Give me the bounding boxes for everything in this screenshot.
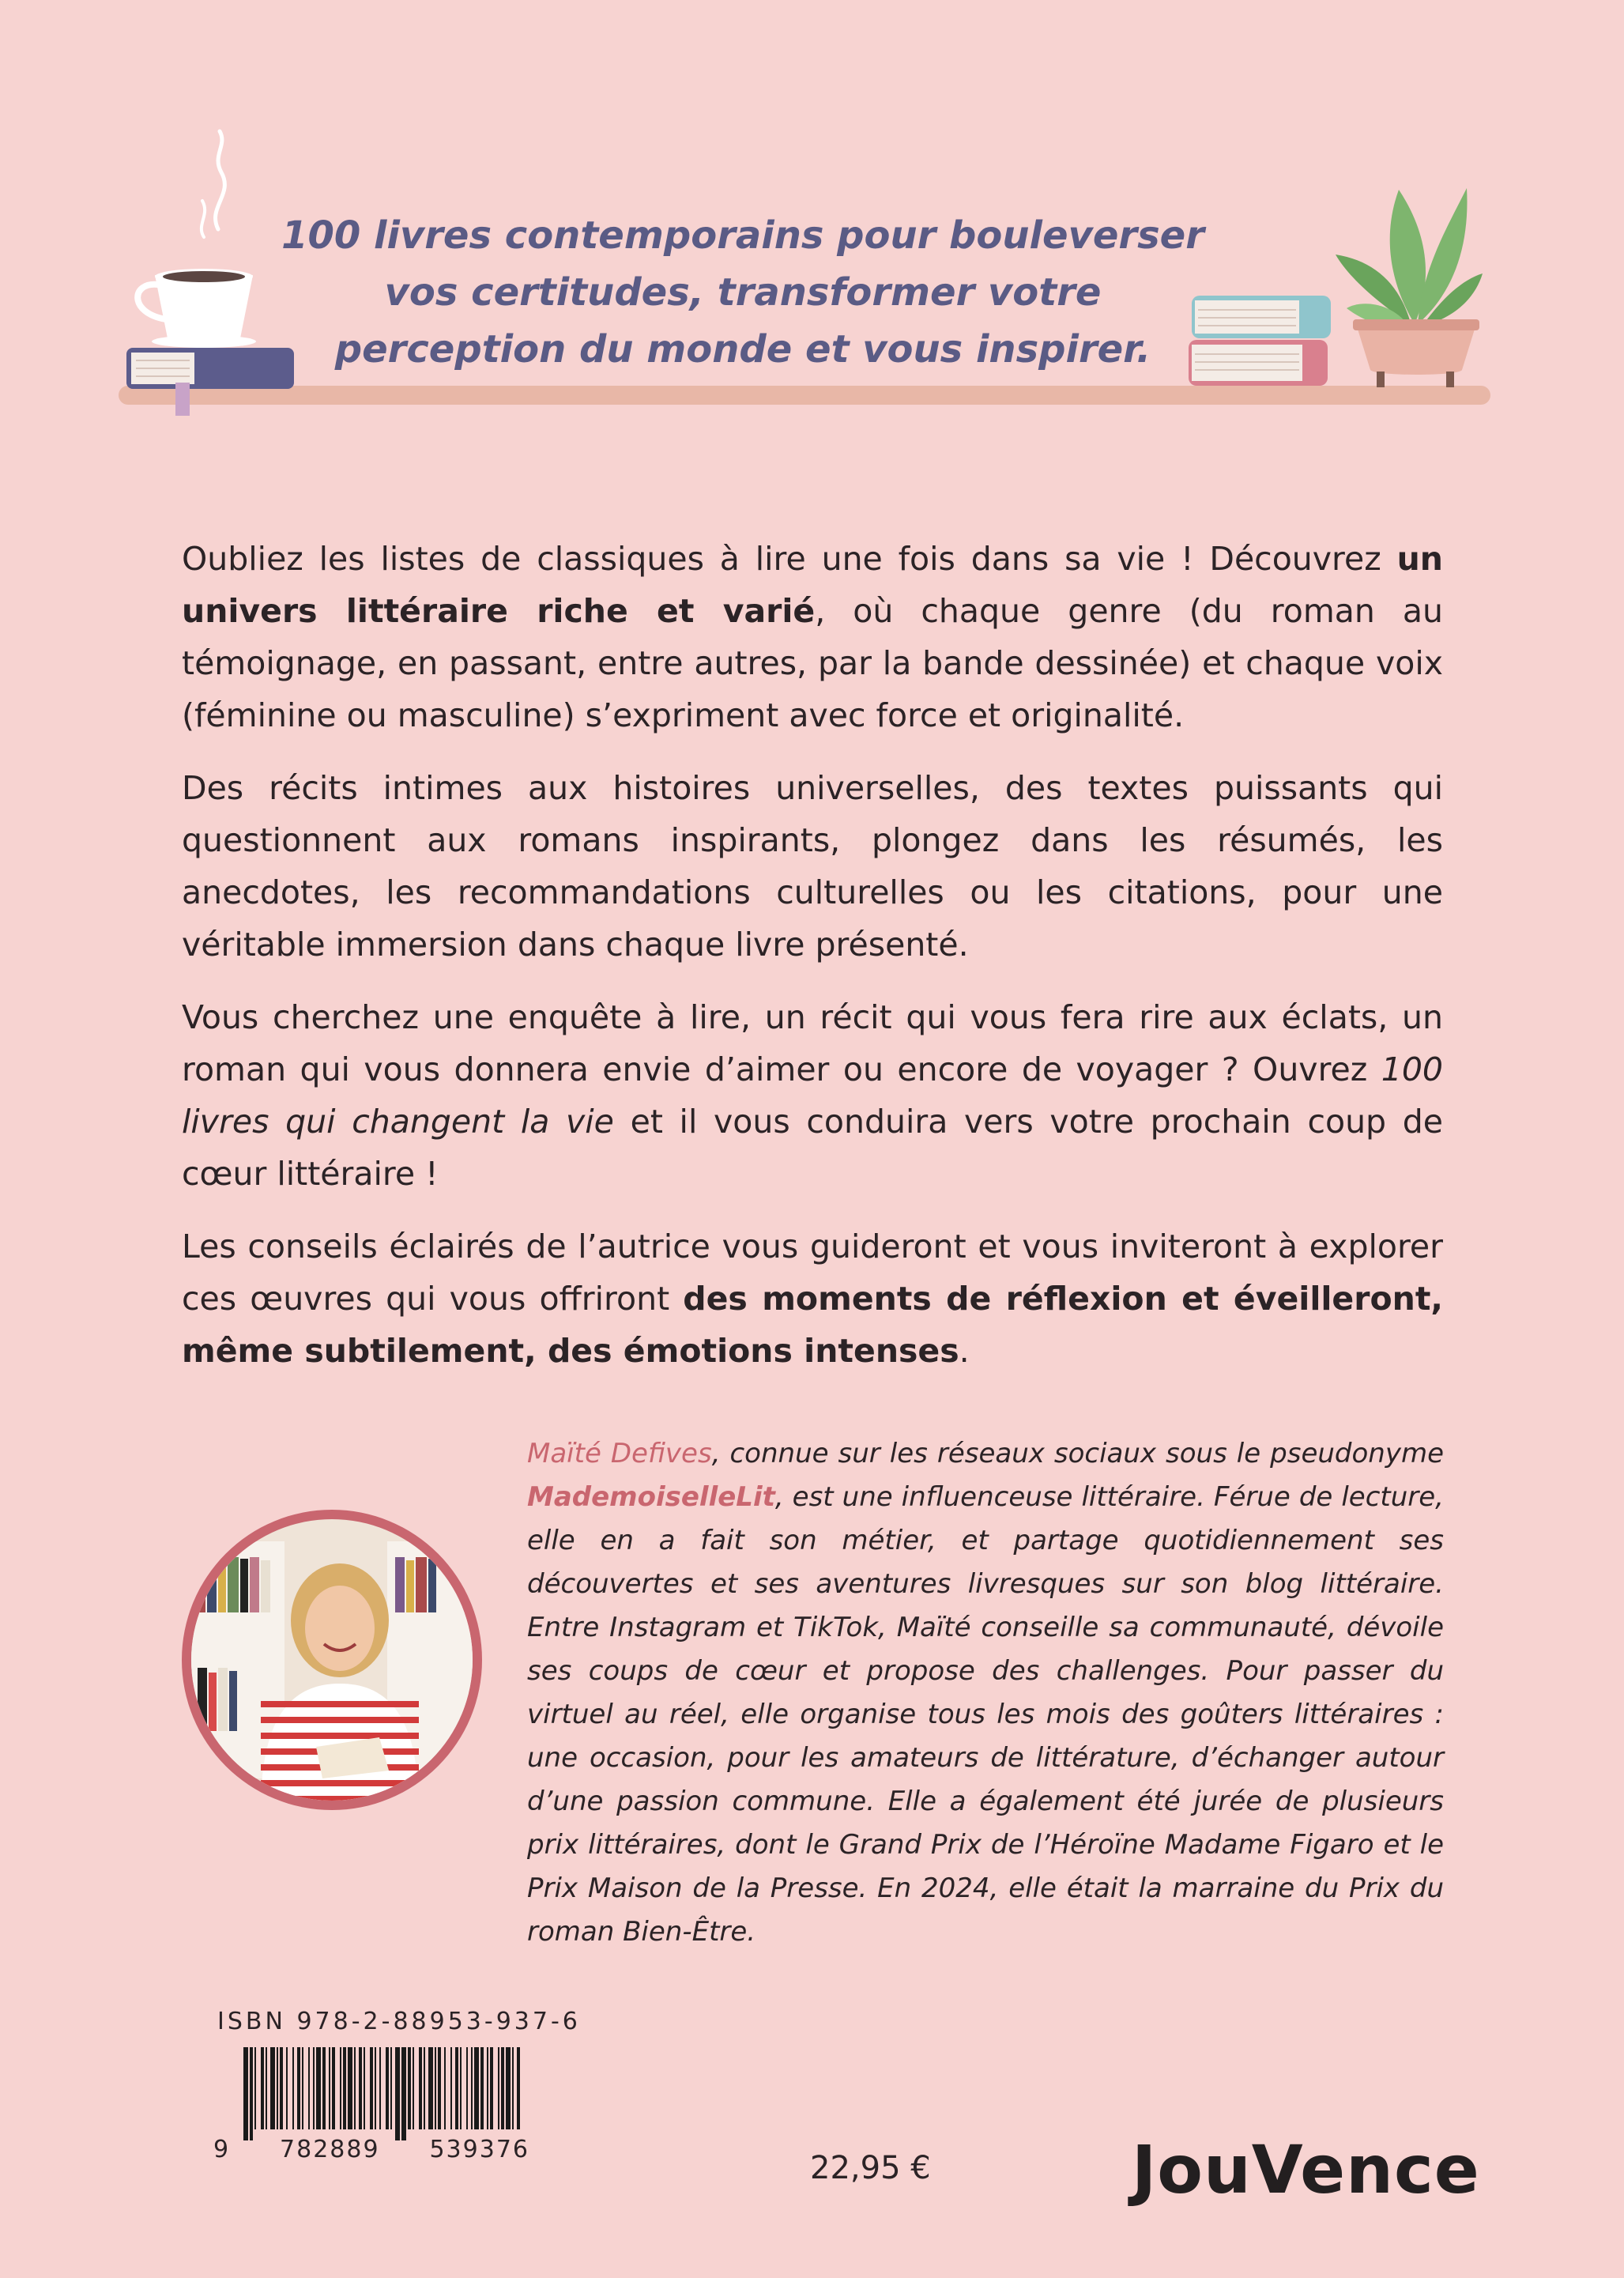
author-photo — [182, 1510, 482, 1810]
barcode-digit-lead: 9 — [213, 2136, 231, 2163]
barcode-bar — [343, 2047, 346, 2129]
barcode-bar — [450, 2047, 452, 2129]
tagline-line-2: vos certitudes, transformer votre — [384, 270, 1102, 315]
barcode-digit-group-1: 782889 — [280, 2136, 380, 2163]
barcode-bar — [250, 2047, 253, 2140]
barcode-bar — [435, 2047, 436, 2129]
description-paragraph-4: Les conseils éclairés de l’autrice vous guideront et vous inviteront à explorer ces œuvres qui vous offriront des moments de réflexion et éveilleront, même subtilement, des émotions intenses. — [182, 1228, 1443, 1370]
barcode-bar — [408, 2047, 411, 2129]
tagline-line-3: perception du monde et vous inspirer. — [334, 327, 1151, 371]
emphasis-moments: des moments de réflexion et éveilleront, même subtilement, des émotions intenses — [182, 1280, 1443, 1370]
isbn-label: ISBN 978-2-88953-937-6 — [217, 2008, 581, 2035]
barcode-bar — [348, 2047, 352, 2129]
barcode-digits — [213, 2136, 529, 2163]
shelf-board — [119, 386, 1490, 405]
barcode-bar — [419, 2047, 422, 2129]
barcode-digit-group-2: 539376 — [429, 2136, 529, 2163]
barcode-bar — [364, 2047, 365, 2129]
barcode-bar — [308, 2047, 310, 2129]
barcode-bar — [292, 2047, 294, 2129]
author-pseudonym: MademoiselleLit — [527, 1481, 775, 1513]
barcode-bar — [517, 2047, 520, 2129]
barcode-bar — [498, 2047, 499, 2129]
barcode-bar — [438, 2047, 441, 2129]
description-paragraph-3: Vous cherchez une enquête à lire, un récit qui vous fera rire aux éclats, un roman qui vous donnera envie d’aimer ou encore de voyager ? Ouvrez 100 livres qui changent la vie et il vous conduira vers votre prochain coup de cœur littéraire ! — [182, 998, 1444, 1193]
barcode-bar — [322, 2047, 326, 2129]
emphasis-univers: un univers littéraire riche et varié — [182, 540, 1443, 630]
author-bio: Maïté Defives, connue sur les réseaux sociaux sous le pseudonyme MademoiselleLit, est une influenceuse littéraire. Férue de lecture, elle en a fait son métier, et partage quotidiennement ses découvertes et ses aventures livresques sur son blog littéraire. Entre Instagram et TikTok, Maïté conseille sa communauté, dévoile ses coups de cœur et propose des challenges. Pour passer du virtuel au réel, elle organise tous les mois des goûters littéraires : une occasion, pour les amateurs de littérature, d’échanger autour d’une passion commune. Elle a également été jurée de plusieurs prix littéraires, dont le Grand Prix de l’Héroïne Madame Figaro et le Prix Maison de la Presse. En 2024, elle était la marraine du Prix du roman Bien-Être. — [527, 1438, 1444, 1948]
publisher-logo: JouVence — [1132, 2131, 1480, 2208]
barcode-bar — [379, 2047, 381, 2129]
barcode-bar — [401, 2047, 406, 2140]
potted-plant-icon — [1336, 188, 1483, 387]
barcode-bar — [243, 2047, 248, 2140]
barcode-bar — [297, 2047, 300, 2129]
barcode-bar — [395, 2047, 400, 2140]
barcode-bar — [329, 2047, 330, 2129]
steam-icon — [216, 131, 225, 229]
barcode-bar — [487, 2047, 488, 2129]
barcode-bar — [512, 2047, 514, 2129]
barcode-bar — [466, 2047, 468, 2129]
barcode-bar — [359, 2047, 362, 2129]
barcode-bar — [266, 2047, 267, 2129]
barcode-bar — [501, 2047, 504, 2129]
coffee-cup-icon — [138, 269, 256, 348]
author-portrait-illustration — [182, 1510, 482, 1810]
barcode — [243, 2047, 528, 2142]
barcode-bar — [386, 2047, 389, 2129]
barcode-bar — [413, 2047, 414, 2129]
barcode-bar — [316, 2047, 321, 2129]
barcode-bar — [444, 2047, 446, 2129]
barcode-bar — [370, 2047, 373, 2129]
description-paragraph-1: Oubliez les listes de classiques à lire une fois dans sa vie ! Découvrez un univers littéraire riche et varié, où chaque genre (du roman au témoignage, en passant, entre autres, par la bande dessinée) et chaque voix (féminine ou masculine) s’expriment avec force et originalité. — [182, 540, 1444, 734]
barcode-bar — [254, 2047, 256, 2129]
barcode-bar — [340, 2047, 341, 2129]
barcode-bar — [332, 2047, 335, 2129]
barcode-bar — [261, 2047, 264, 2129]
barcode-bar — [390, 2047, 392, 2129]
barcode-bar — [313, 2047, 315, 2129]
barcode-bar — [506, 2047, 511, 2129]
book-title-italic: 100 livres qui changent la vie — [182, 1050, 1443, 1141]
barcode-bar — [280, 2047, 283, 2129]
barcode-bar — [474, 2047, 479, 2129]
author-name: Maïté Defives — [527, 1438, 712, 1469]
tagline-line-1: 100 livres contemporains pour bouleverser — [281, 213, 1204, 258]
book-description — [182, 533, 1443, 1397]
barcode-bar — [270, 2047, 275, 2129]
barcode-bar — [302, 2047, 303, 2129]
barcode-bar — [428, 2047, 433, 2129]
barcode-bar — [277, 2047, 278, 2129]
barcode-bar — [375, 2047, 376, 2129]
barcode-bar — [460, 2047, 462, 2129]
barcode-bar — [424, 2047, 425, 2129]
barcode-bar — [286, 2047, 288, 2129]
barcode-bar — [354, 2047, 356, 2129]
description-paragraph-2: Des récits intimes aux histoires universelles, des textes puissants qui questionnent aux romans inspirants, plongez dans les résumés, les anecdotes, les recommandations culturelles ou les citations, pour une véritable immersion dans chaque livre présenté. — [182, 769, 1443, 964]
barcode-bar — [480, 2047, 484, 2129]
cover-tagline — [261, 207, 1225, 378]
barcode-bar — [455, 2047, 458, 2129]
barcode-bar — [490, 2047, 493, 2129]
price: 22,95 € — [810, 2150, 931, 2186]
barcode-bar — [471, 2047, 473, 2129]
